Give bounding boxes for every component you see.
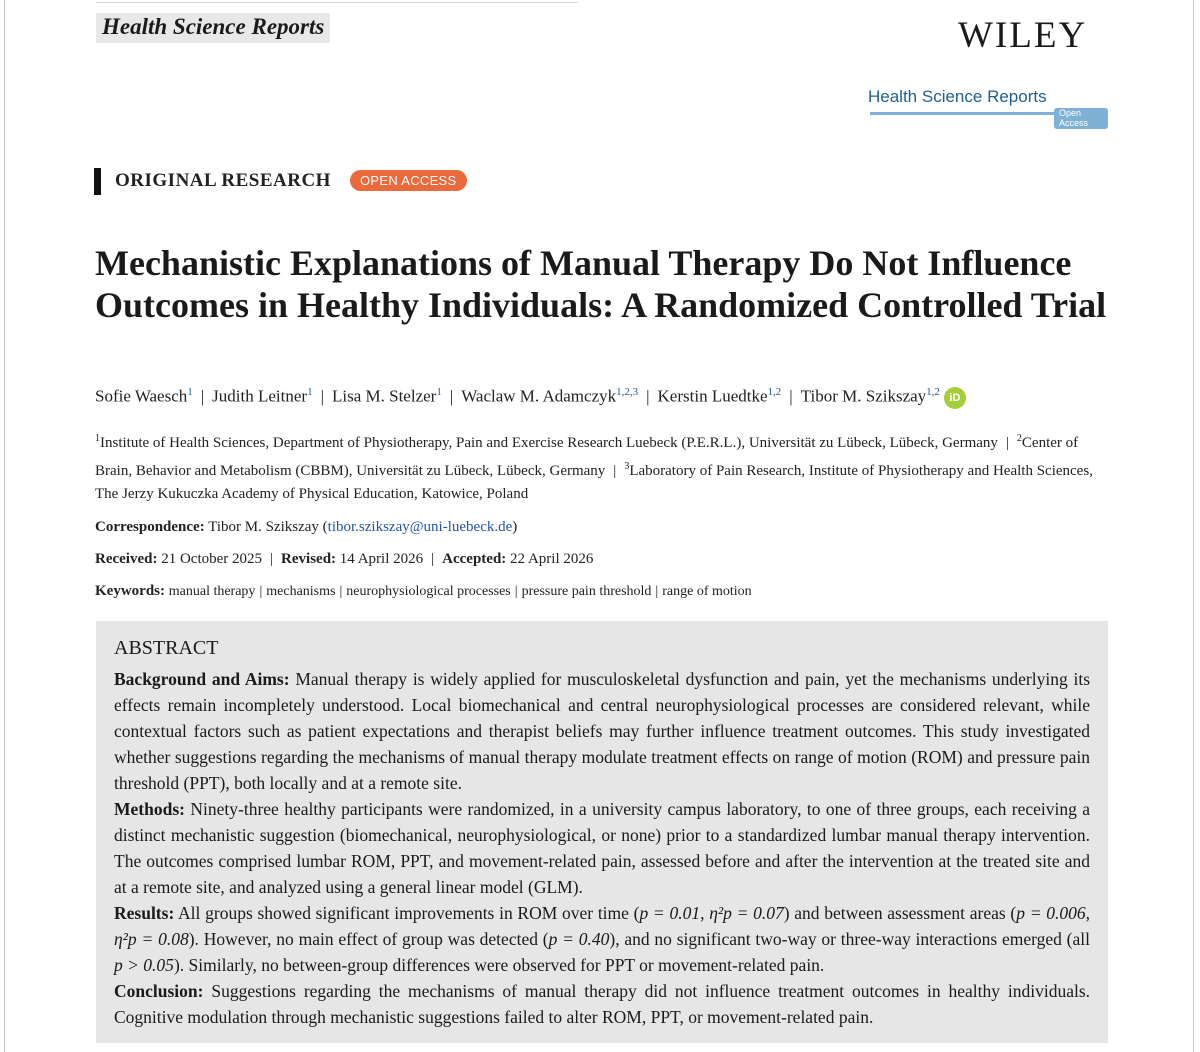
- date-separator: |: [431, 551, 435, 567]
- keyword[interactable]: neurophysiological processes: [346, 584, 511, 599]
- abstract-heading: ABSTRACT: [114, 637, 219, 659]
- author-separator: |: [320, 386, 324, 406]
- keyword[interactable]: pressure pain threshold: [521, 584, 652, 599]
- abstract-background: [114, 666, 1090, 796]
- background-label: Background and Aims:: [114, 669, 290, 689]
- affil-number: 1: [95, 433, 100, 444]
- section-bar: [94, 168, 101, 195]
- author-name[interactable]: Judith Leitner: [212, 386, 308, 406]
- author-separator: |: [789, 386, 793, 406]
- journal-logo-text: Health Science Reports: [868, 87, 1047, 106]
- author-list: [95, 386, 1115, 409]
- results-text: ) and between assessment areas (: [783, 903, 1017, 923]
- abstract-methods: [114, 796, 1090, 900]
- keyword[interactable]: range of motion: [662, 584, 752, 599]
- author-affil[interactable]: 1: [187, 386, 193, 398]
- accepted-date: 22 April 2026: [510, 551, 594, 567]
- author-separator: |: [646, 386, 650, 406]
- affil-number: 2: [1016, 433, 1022, 444]
- author-affil[interactable]: 1,2: [926, 386, 940, 398]
- results-label: Results:: [114, 903, 175, 923]
- correspondence-label: Correspondence:: [95, 519, 205, 535]
- open-access-badge: OPEN ACCESS: [350, 170, 467, 191]
- author-affil[interactable]: 1: [436, 386, 442, 398]
- received-label: Received:: [95, 551, 158, 567]
- affil-text: Laboratory of Pain Research, Institute of Physiotherapy and Health Sciences, The Jerzy Kukuczka Academy of Physical Education, Katowice, Poland: [95, 463, 1093, 502]
- journal-tag: Health Science Reports: [96, 13, 330, 43]
- publisher-logo: WILEY: [958, 15, 1088, 56]
- correspondence-email-link[interactable]: tibor.szikszay@uni-luebeck.de: [327, 519, 513, 535]
- correspondence-name: Tibor M. Szikszay: [208, 519, 319, 535]
- revised-label: Revised:: [281, 551, 337, 567]
- correspondence: Correspondence: Tibor M. Szikszay (tibor.szikszay@uni-luebeck.de): [95, 519, 518, 535]
- abstract-conclusion: [114, 978, 1090, 1030]
- keywords: [95, 583, 752, 600]
- author-name[interactable]: Lisa M. Stelzer: [331, 386, 437, 406]
- date-separator: |: [270, 551, 274, 567]
- conclusion-label: Conclusion:: [114, 981, 204, 1001]
- results-stat: p > 0.05: [114, 955, 174, 975]
- results-text: ). However, no main effect of group was detected (: [188, 929, 549, 949]
- history-dates: [95, 551, 593, 568]
- revised-date: 14 April 2026: [339, 551, 424, 567]
- top-rule: [96, 2, 578, 3]
- accepted-label: Accepted:: [442, 551, 507, 567]
- keyword-separator: |: [339, 584, 343, 599]
- section-label: ORIGINAL RESEARCH: [115, 170, 331, 191]
- affil-separator: |: [1005, 435, 1009, 451]
- author-name[interactable]: Kerstin Luedtke: [657, 386, 768, 406]
- journal-logo-badge: Open Access: [1054, 108, 1108, 129]
- author-affil[interactable]: 1,2,3: [616, 386, 639, 398]
- affil-text: Institute of Health Sciences, Department of Physiotherapy, Pain and Exercise Research Luebeck (P.E.R.L.), Universität zu Lübeck, Lübeck, Germany: [100, 435, 998, 451]
- results-stat: p = 0.01,: [639, 903, 710, 923]
- affil-number: 3: [624, 461, 630, 472]
- author-name[interactable]: Waclaw M. Adamczyk: [461, 386, 617, 406]
- author-affil[interactable]: 1,2: [767, 386, 782, 398]
- keyword-separator: |: [655, 584, 659, 599]
- author-separator: |: [200, 386, 205, 406]
- results-text: ). Similarly, no between-group differences were observed for PPT or movement-related pain.: [173, 955, 825, 975]
- affil-text: Center of Brain, Behavior and Metabolism (CBBM), Universität zu Lübeck, Lübeck, Germany: [95, 435, 1079, 479]
- author-name[interactable]: Sofie Waesch: [95, 386, 188, 406]
- keyword-separator: |: [259, 584, 263, 599]
- journal-logo: [868, 87, 1108, 128]
- abstract-results: [114, 900, 1090, 978]
- methods-label: Methods:: [114, 799, 185, 819]
- abstract-body: [114, 666, 1090, 1030]
- results-stat: η²p = 0.08: [114, 929, 189, 949]
- author-separator: |: [449, 386, 454, 406]
- results-text: All groups showed significant improvements in ROM over time (: [178, 903, 640, 923]
- background-text: Manual therapy is widely applied for musculoskeletal dysfunction and pain, yet the mechanisms underlying its effects remain incompletely understood. Local biomechanical and central neurophysiological processes are considered relevant, while contextual factors such as patient expectations and therapist beliefs may further influence treatment outcomes. This study investigated whether suggestions regarding the mechanisms of manual therapy modulate treatment effects on range of motion (ROM) and pressure pain threshold (PPT), both locally and at a remote site.: [114, 669, 1091, 793]
- affiliations: [95, 427, 1095, 506]
- article-title: Mechanistic Explanations of Manual Therapy Do Not Influence Outcomes in Healthy Individuals: A Randomized Controlled Trial: [95, 243, 1107, 325]
- affil-separator: |: [613, 463, 617, 479]
- results-text: ), and no significant two-way or three-way interactions emerged (all: [609, 929, 1090, 949]
- methods-text: Ninety-three healthy participants were randomized, in a university campus laboratory, to one of three groups, each receiving a distinct mechanistic suggestion (biomechanical, neurophysiological, or none) prior to a standardized lumbar manual therapy intervention. The outcomes comprised lumbar ROM, PPT, and movement-related pain, assessed before and after the intervention at the treated site and at a remote site, and analyzed using a general linear model (GLM).: [114, 799, 1091, 897]
- conclusion-text: Suggestions regarding the mechanisms of manual therapy did not influence treatment outcomes in healthy individuals. Cognitive modulation through mechanistic suggestions failed to alter ROM, PPT, or movement-related pain.: [114, 981, 1091, 1027]
- keywords-label: Keywords:: [95, 583, 165, 599]
- author-name[interactable]: Tibor M. Szikszay: [800, 386, 927, 406]
- received-date: 21 October 2025: [161, 551, 263, 567]
- keyword-separator: |: [514, 584, 518, 599]
- author-affil[interactable]: 1: [307, 386, 313, 398]
- results-stat: p = 0.40: [548, 929, 610, 949]
- orcid-icon[interactable]: iD: [944, 387, 966, 409]
- keyword[interactable]: manual therapy: [168, 584, 256, 599]
- results-stat: p = 0.006,: [1016, 903, 1090, 923]
- results-stat: η²p = 0.07: [709, 903, 784, 923]
- keyword[interactable]: mechanisms: [266, 584, 336, 599]
